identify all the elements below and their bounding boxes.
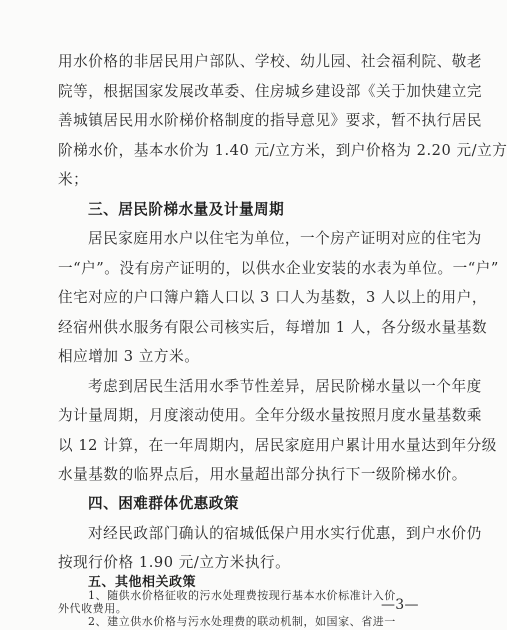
text-line: 善城镇居民用水阶梯价格制度的指导意见》要求，暂不执行居民 [58,112,483,129]
text-line: 1、随供水价格征收的污水处理费按现行基本水价标准计入价 [88,589,396,602]
text-line: 外代收费用。 [58,602,128,615]
section-heading: 三、居民阶梯水量及计量周期 [88,201,285,218]
text-line: 居民家庭用水户以住宅为单位，一个房产证明对应的住宅为 [88,230,482,247]
text-line: 住宅对应的户口簿户籍人口以 3 口人为基数，3 人以上的用户， [58,289,487,306]
text-line: 米； [58,171,89,188]
text-line: 水量基数的临界点后，用水量超出部分执行下一级阶梯水价。 [58,466,467,483]
text-line: 院等，根据国家发展改革委、住房城乡建设部《关于加快建立完 [58,83,483,100]
text-line: 为计量周期，月度滚动使用。全年分级水量按照月度水量基数乘 [58,407,483,424]
text-line: 以 12 计算，在一年周期内，居民家庭用户累计用水量达到年分级 [58,437,497,454]
text-line: 按现行价格 1.90 元/立方米执行。 [58,554,291,571]
text-line: 相应增加 3 立方米。 [58,348,200,365]
text-line: 对经民政部门确认的宿城低保户用水实行优惠，到户水价仍 [88,525,482,542]
section-heading: 五、其他相关政策 [88,575,197,590]
text-line: 考虑到居民生活用水季节性差异，居民阶梯水量以一个年度 [88,378,482,395]
text-line: 用水价格的非居民用户部队、学校、幼儿园、社会福利院、敬老 [58,53,483,70]
page-number: —3— [381,597,419,613]
text-line: 2、建立供水价格与污水处理费的联动机制，如国家、省进一 [88,615,396,628]
text-line: 一“户”。没有房产证明的，以供水企业安装的水表为单位。一“户” [58,260,499,277]
text-line: 经宿州供水服务有限公司核实后，每增加 1 人，各分级水量基数 [58,319,488,336]
section-heading: 四、困难群体优惠政策 [88,495,239,512]
text-line: 阶梯水价，基本水价为 1.40 元/立方米，到户价格为 2.20 元/立方 [58,142,507,159]
